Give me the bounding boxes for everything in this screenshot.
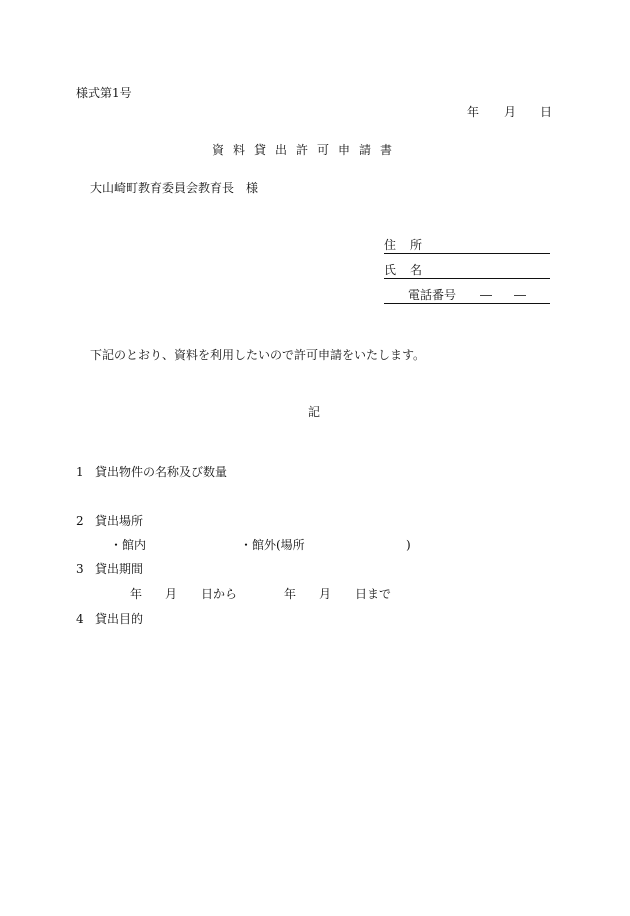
location-outside-option[interactable]: ・館外(場所 <box>240 538 305 552</box>
item-4-label: 貸出目的 <box>95 612 144 626</box>
period-to-month: 月 <box>319 587 332 601</box>
name-label-1: 氏 <box>384 263 397 277</box>
document-title: 資料貸出許可申請書 <box>212 143 402 157</box>
address-field[interactable] <box>384 238 550 254</box>
date-day: 日 <box>540 105 553 119</box>
item-2-number: 2 <box>76 514 84 528</box>
name-field[interactable] <box>384 263 550 279</box>
form-number: 様式第1号 <box>76 86 132 100</box>
item-1-label: 貸出物件の名称及び数量 <box>95 465 228 479</box>
phone-field[interactable] <box>384 288 550 304</box>
name-label-2: 名 <box>410 263 423 277</box>
location-close-paren: ) <box>406 538 411 552</box>
addressee: 大山崎町教育委員会教育長 様 <box>90 181 259 195</box>
phone-dash-1: ― <box>480 288 492 302</box>
phone-label: 電話番号 <box>408 288 457 302</box>
item-4-number: 4 <box>76 612 84 626</box>
ki-heading: 記 <box>308 405 321 419</box>
item-3-label: 貸出期間 <box>95 562 144 576</box>
body-text: 下記のとおり、資料を利用したいので許可申請をいたします。 <box>90 348 426 362</box>
period-to-year: 年 <box>284 587 297 601</box>
phone-dash-2: ― <box>514 288 526 302</box>
period-to-day: 日まで <box>355 587 392 601</box>
period-from-year: 年 <box>130 587 143 601</box>
address-label-1: 住 <box>384 238 397 252</box>
item-3-number: 3 <box>76 562 84 576</box>
location-inside-option[interactable]: ・館内 <box>110 538 147 552</box>
address-label-2: 所 <box>410 238 423 252</box>
date-month: 月 <box>504 105 517 119</box>
period-from-month: 月 <box>165 587 178 601</box>
item-1-number: 1 <box>76 465 84 479</box>
period-from-day: 日から <box>201 587 238 601</box>
item-2-label: 貸出場所 <box>95 514 144 528</box>
date-year: 年 <box>467 105 480 119</box>
